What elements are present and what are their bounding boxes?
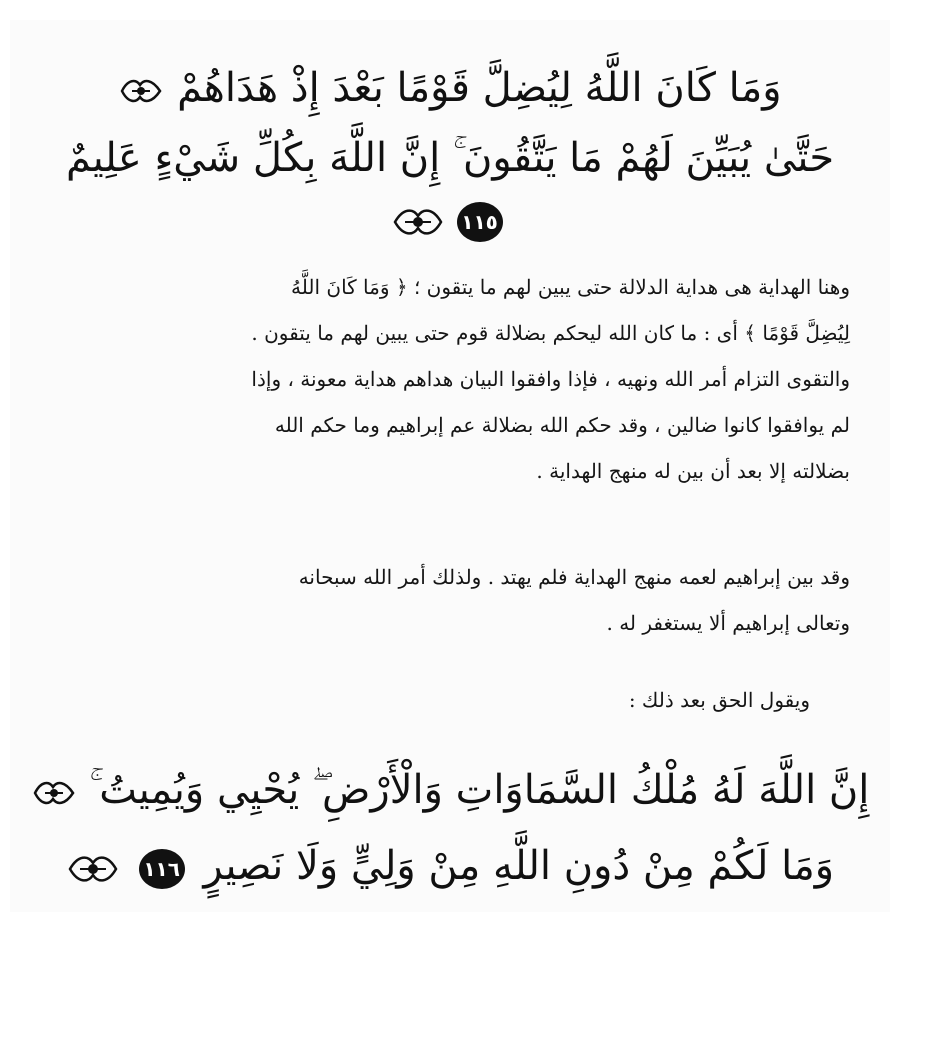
ornament-open-icon	[118, 71, 164, 111]
ayah-116-line-1-text: إِنَّ اللَّهَ لَهُ مُلْكُ السَّمَاوَاتِ وَالْأَرْضِ ۖ يُحْيِي وَيُمِيتُ ۚ	[89, 767, 870, 813]
ayah-number-116: ١١٦	[139, 849, 185, 889]
commentary-line: وقد بين إبراهيم لعمه منهج الهداية فلم يهتد . ولذلك أمر الله سبحانه	[298, 565, 850, 589]
ayah-115-end	[10, 200, 890, 244]
commentary-line: وهنا الهداية هى هداية الدلالة حتى يبين لهم ما يتقون ؛ ﴿ وَمَا كَانَ اللَّهُ	[291, 275, 850, 299]
ayah-116-line-2	[10, 843, 890, 891]
commentary-line: لم يوافقوا كانوا ضالين ، وقد حكم الله بضلالة عم إبراهيم وما حكم الله	[274, 413, 850, 437]
commentary-paragraph-1	[40, 275, 850, 535]
ornament-open-icon	[31, 773, 77, 813]
ayah-115-line-2-text: حَتَّىٰ يُبَيِّنَ لَهُمْ مَا يَتَّقُونَ ۚ إِنَّ اللَّهَ بِكُلِّ شَيْءٍ عَلِيمٌ	[65, 135, 835, 181]
commentary-paragraph-3	[40, 688, 850, 728]
ayah-116-line-2-text: وَمَا لَكُمْ مِنْ دُونِ اللَّهِ مِنْ وَلِيٍّ وَلَا نَصِيرٍ	[203, 843, 835, 889]
commentary-line: لِيُضِلَّ قَوْمًا ﴾ أى : ما كان الله ليحكم بضلالة قوم حتى يبين لهم ما يتقون .	[251, 321, 850, 345]
commentary-paragraph-2	[40, 565, 850, 665]
commentary-line: وتعالى إبراهيم ألا يستغفر له .	[606, 611, 850, 635]
book-page	[10, 20, 890, 912]
ornament-close-icon	[66, 847, 120, 891]
commentary-line: والتقوى التزام أمر الله ونهيه ، فإذا وافقوا البيان هداهم هداية معونة ، وإذا	[251, 367, 850, 391]
ornament-close-icon	[391, 200, 445, 244]
ayah-number-115: ١١٥	[457, 202, 503, 242]
commentary-line: بضلالته إلا بعد أن بين له منهج الهداية .	[536, 459, 850, 483]
ayah-115-line-2	[10, 135, 890, 181]
ayah-115-line-1-text: وَمَا كَانَ اللَّهُ لِيُضِلَّ قَوْمًا بَعْدَ إِذْ هَدَاهُمْ	[177, 65, 782, 111]
ayah-116-line-1	[10, 767, 890, 813]
commentary-line: ويقول الحق بعد ذلك :	[628, 688, 810, 712]
ayah-115-line-1	[10, 65, 890, 111]
